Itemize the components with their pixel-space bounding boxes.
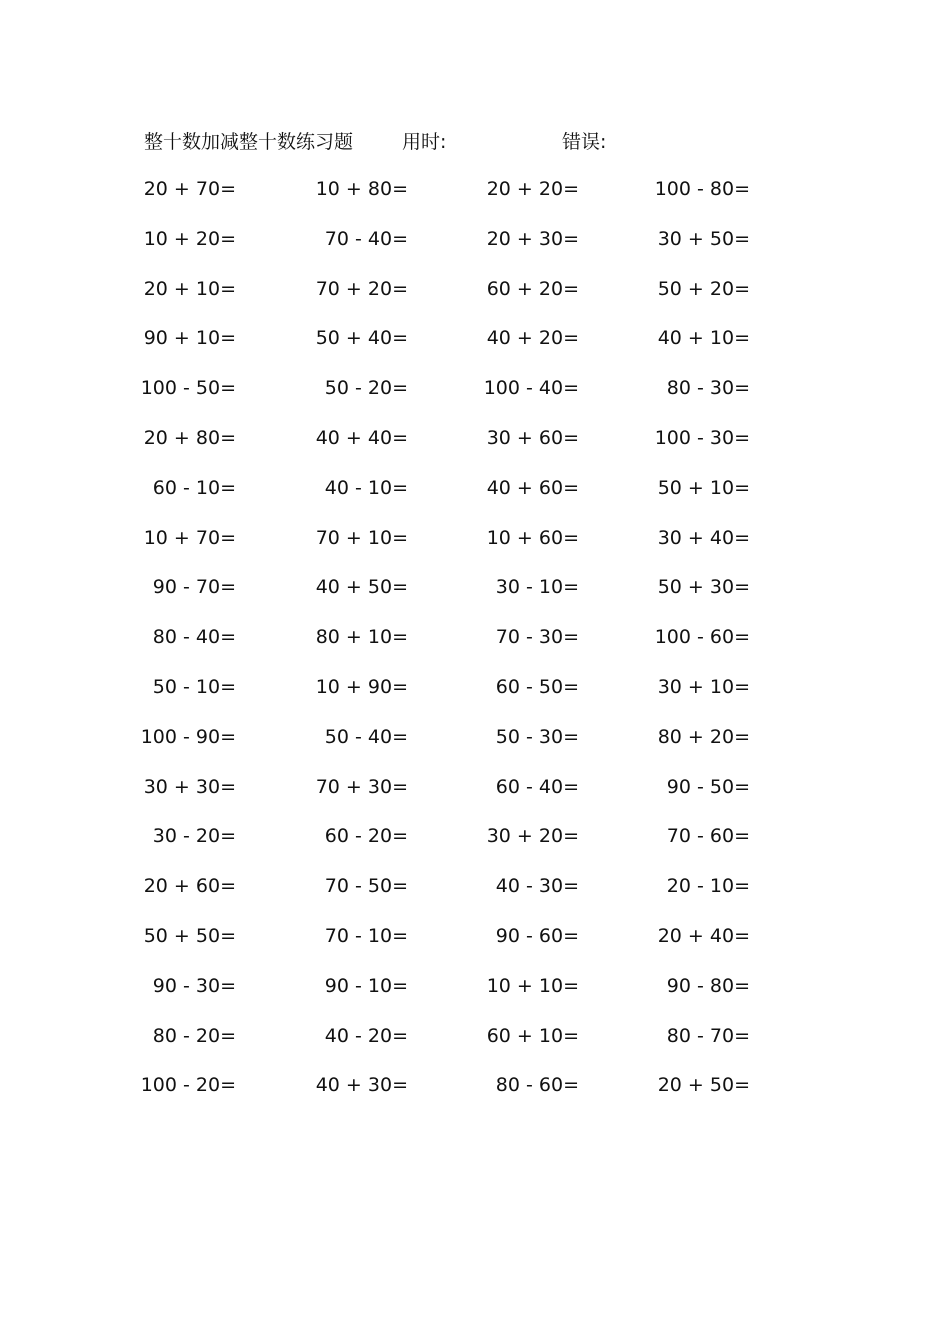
problem-cell: 50 + 10=: [657, 476, 750, 499]
problem-row: [0, 265, 950, 315]
problem-cell: 30 + 10=: [657, 675, 750, 698]
problem-cell: 10 + 90=: [315, 675, 408, 698]
problem-cell: 30 + 50=: [657, 227, 750, 250]
problem-cell: 60 + 20=: [486, 277, 579, 300]
problem-cell: 50 + 30=: [657, 576, 750, 599]
problem-cell: 40 - 10=: [324, 476, 408, 499]
problem-cell: 80 - 60=: [495, 1074, 579, 1097]
problem-cell: 60 - 10=: [152, 476, 236, 499]
problem-cell: 100 - 30=: [654, 426, 750, 449]
problem-cell: 40 + 40=: [315, 426, 408, 449]
problem-cell: 70 + 20=: [315, 277, 408, 300]
problem-cell: 90 - 50=: [666, 775, 750, 798]
worksheet-title: 整十数加减整十数练习题: [144, 131, 354, 153]
problem-row: [0, 1061, 950, 1111]
problem-row: [0, 215, 950, 265]
problem-cell: 20 + 50=: [657, 1074, 750, 1097]
problem-cell: 70 - 60=: [666, 825, 750, 848]
problem-cell: 80 - 40=: [152, 626, 236, 649]
problem-row: [0, 912, 950, 962]
problem-row: [0, 1012, 950, 1062]
problem-cell: 20 + 70=: [143, 178, 236, 200]
problem-row: [0, 165, 950, 215]
problem-cell: 90 - 10=: [324, 974, 408, 997]
problem-cell: 50 + 40=: [315, 327, 408, 350]
problem-row: [0, 763, 950, 813]
problem-cell: 40 + 50=: [315, 576, 408, 599]
problem-cell: 70 - 40=: [324, 227, 408, 250]
problem-cell: 80 - 70=: [666, 1024, 750, 1047]
problem-cell: 10 + 20=: [143, 227, 236, 250]
problem-cell: 50 + 50=: [143, 924, 236, 947]
problem-cell: 30 + 20=: [486, 825, 579, 848]
problem-cell: 90 - 70=: [152, 576, 236, 599]
problem-grid: [0, 165, 950, 1111]
problem-row: [0, 862, 950, 912]
problem-cell: 90 - 30=: [152, 974, 236, 997]
problem-cell: 70 - 30=: [495, 626, 579, 649]
errors-label: 错误:: [562, 131, 607, 153]
problem-row: [0, 613, 950, 663]
problem-cell: 100 - 40=: [483, 377, 579, 400]
problem-cell: 10 + 60=: [486, 526, 579, 549]
problem-cell: 50 - 30=: [495, 725, 579, 748]
problem-cell: 100 - 50=: [140, 377, 236, 400]
problem-cell: 20 - 10=: [666, 875, 750, 898]
problem-cell: 70 - 50=: [324, 875, 408, 898]
problem-cell: 90 + 10=: [143, 327, 236, 350]
problem-cell: 30 + 60=: [486, 426, 579, 449]
problem-row: [0, 663, 950, 713]
problem-cell: 40 + 60=: [486, 476, 579, 499]
problem-cell: 50 + 20=: [657, 277, 750, 300]
problem-cell: 30 - 10=: [495, 576, 579, 599]
problem-cell: 40 + 30=: [315, 1074, 408, 1097]
problem-cell: 50 - 20=: [324, 377, 408, 400]
problem-cell: 20 + 10=: [143, 277, 236, 300]
problem-cell: 50 - 10=: [152, 675, 236, 698]
problem-cell: 40 + 20=: [486, 327, 579, 350]
problem-row: [0, 563, 950, 613]
problem-cell: 30 - 20=: [152, 825, 236, 848]
problem-cell: 90 - 60=: [495, 924, 579, 947]
problem-cell: 70 + 10=: [315, 526, 408, 549]
problem-cell: 30 + 40=: [657, 526, 750, 549]
problem-cell: 60 + 10=: [486, 1024, 579, 1047]
problem-cell: 20 + 80=: [143, 426, 236, 449]
problem-row: [0, 364, 950, 414]
problem-row: [0, 414, 950, 464]
problem-cell: 10 + 10=: [486, 974, 579, 997]
problem-cell: 20 + 30=: [486, 227, 579, 250]
problem-cell: 10 + 70=: [143, 526, 236, 549]
problem-cell: 10 + 80=: [315, 178, 408, 200]
problem-cell: 90 - 80=: [666, 974, 750, 997]
problem-cell: 100 - 60=: [654, 626, 750, 649]
problem-cell: 100 - 20=: [140, 1074, 236, 1097]
problem-cell: 60 - 40=: [495, 775, 579, 798]
problem-row: [0, 713, 950, 763]
problem-cell: 20 + 40=: [657, 924, 750, 947]
problem-row: [0, 962, 950, 1012]
worksheet-header: [144, 128, 844, 156]
problem-cell: 50 - 40=: [324, 725, 408, 748]
problem-cell: 20 + 60=: [143, 875, 236, 898]
problem-cell: 60 - 20=: [324, 825, 408, 848]
problem-cell: 100 - 80=: [654, 178, 750, 200]
problem-cell: 20 + 20=: [486, 178, 579, 200]
time-used-label: 用时:: [402, 131, 447, 153]
problem-row: [0, 314, 950, 364]
problem-cell: 80 - 30=: [666, 377, 750, 400]
problem-cell: 30 + 30=: [143, 775, 236, 798]
problem-cell: 40 - 30=: [495, 875, 579, 898]
problem-row: [0, 812, 950, 862]
problem-cell: 80 + 20=: [657, 725, 750, 748]
problem-cell: 80 + 10=: [315, 626, 408, 649]
problem-cell: 40 - 20=: [324, 1024, 408, 1047]
problem-row: [0, 464, 950, 514]
problem-cell: 100 - 90=: [140, 725, 236, 748]
problem-cell: 40 + 10=: [657, 327, 750, 350]
problem-cell: 70 - 10=: [324, 924, 408, 947]
problem-cell: 70 + 30=: [315, 775, 408, 798]
problem-cell: 60 - 50=: [495, 675, 579, 698]
problem-row: [0, 514, 950, 564]
problem-cell: 80 - 20=: [152, 1024, 236, 1047]
